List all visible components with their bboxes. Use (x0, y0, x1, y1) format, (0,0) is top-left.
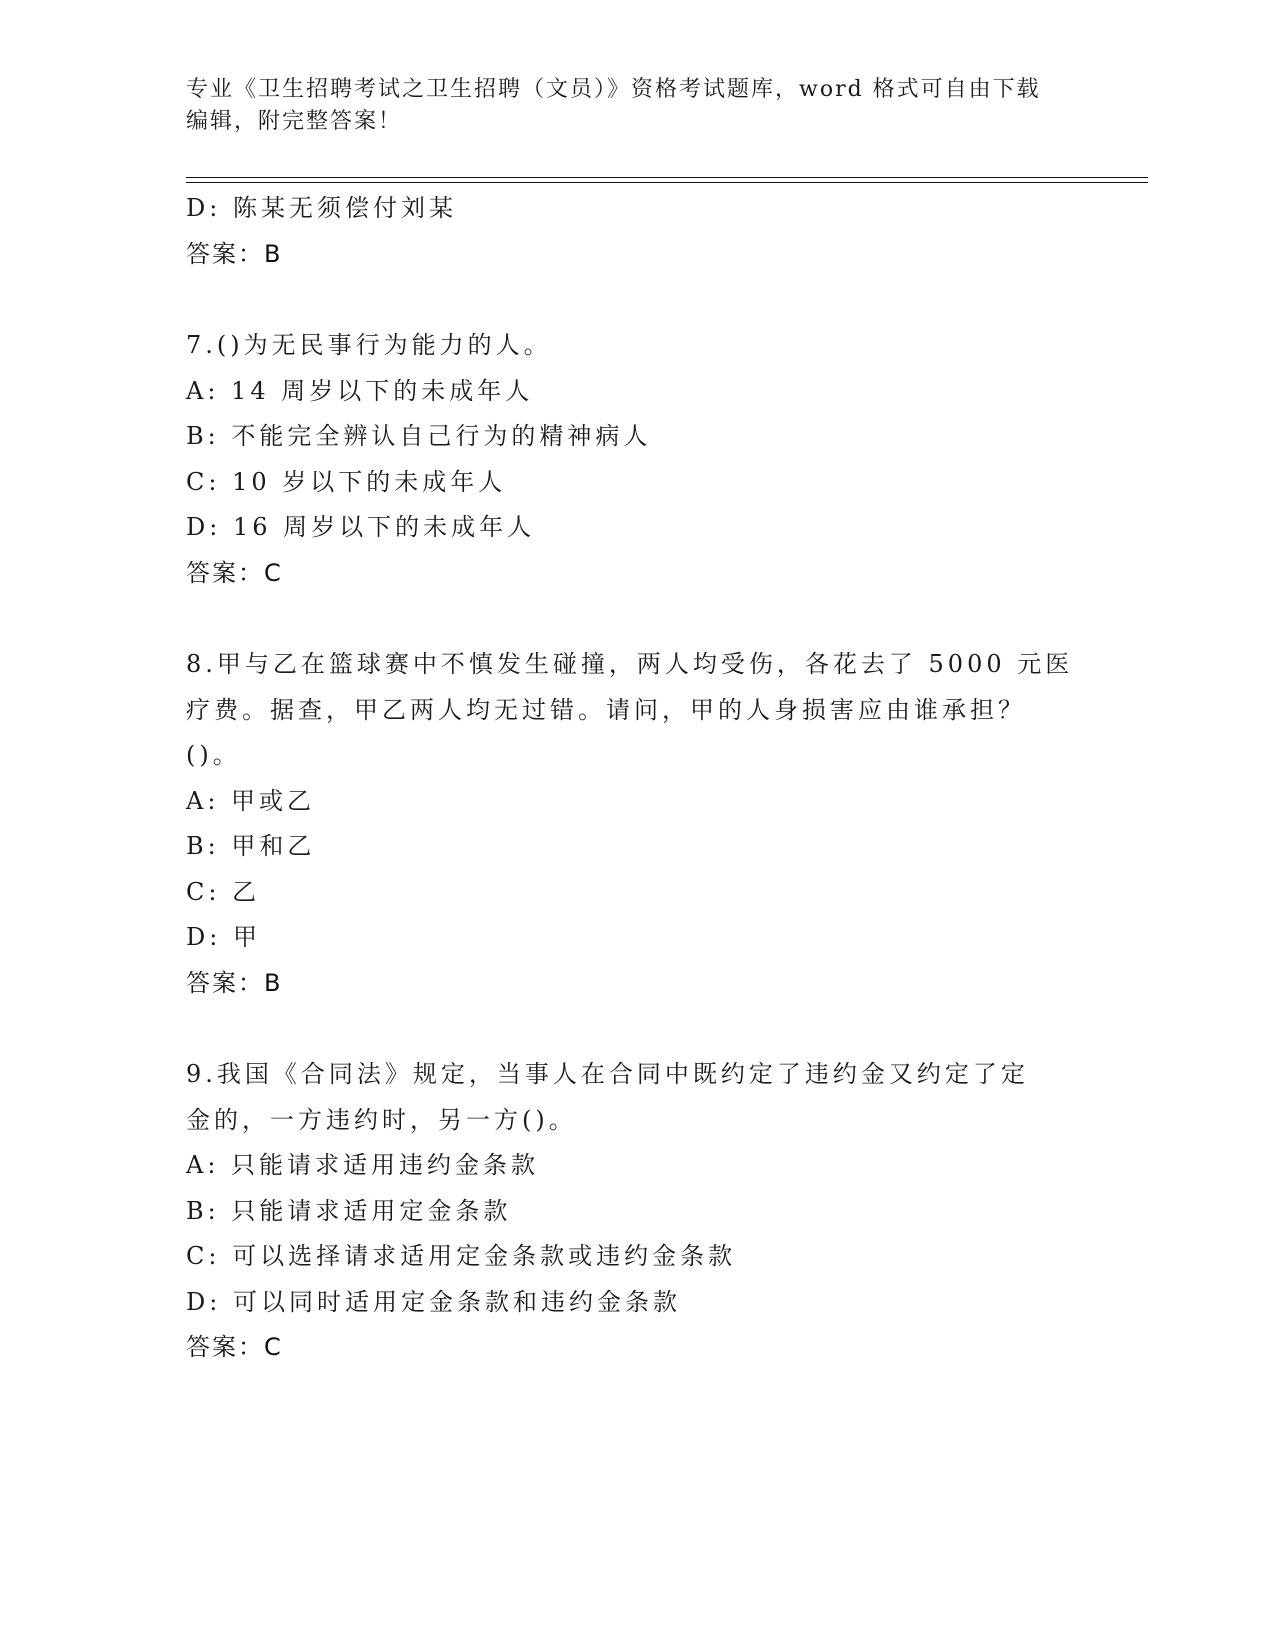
option-b: B: 甲和乙 (186, 832, 316, 860)
question-7 (186, 323, 1086, 596)
option-c: C: 10 岁以下的未成年人 (186, 467, 507, 496)
page-header (186, 74, 1066, 138)
question-stem: ()。 (186, 741, 241, 769)
question-list (186, 186, 1086, 1371)
carryover-option-d: D: 陈某无须偿付刘某 (186, 194, 457, 222)
answer: 答案：C (186, 1333, 283, 1361)
option-b: B: 只能请求适用定金条款 (186, 1196, 512, 1225)
spacer (186, 277, 1086, 323)
header-divider-bottom (186, 182, 1148, 183)
answer: 答案：C (186, 558, 283, 587)
option-d: D: 16 周岁以下的未成年人 (186, 513, 536, 541)
question-stem: 8.甲与乙在篮球赛中不慎发生碰撞，两人均受伤，各花去了 5000 元医 (186, 650, 1074, 678)
option-c: C: 可以选择请求适用定金条款或违约金条款 (186, 1242, 737, 1270)
question-8 (186, 642, 1086, 1006)
spacer (186, 1006, 1086, 1052)
option-c: C: 乙 (186, 877, 261, 906)
header-divider-top (186, 177, 1148, 178)
answer: 答案：B (186, 968, 283, 997)
spacer (186, 596, 1086, 642)
question-stem: 7.()为无民事行为能力的人。 (186, 331, 552, 359)
option-a: A: 14 周岁以下的未成年人 (186, 376, 534, 405)
header-line-2: 编辑，附完整答案！ (186, 109, 403, 134)
option-a: A: 甲或乙 (186, 786, 316, 815)
question-stem: 9.我国《合同法》规定，当事人在合同中既约定了违约金又约定了定 (186, 1060, 1029, 1088)
option-d: D: 甲 (186, 923, 261, 951)
question-9 (186, 1052, 1086, 1371)
option-a: A: 只能请求适用违约金条款 (186, 1151, 540, 1179)
carryover-answer: 答案：B (186, 239, 283, 268)
question-stem: 金的，一方违约时，另一方()。 (186, 1105, 577, 1134)
header-line-1: 专业《卫生招聘考试之卫生招聘（文员）》资格考试题库，word 格式可自由下载 (186, 77, 1041, 102)
option-d: D: 可以同时适用定金条款和违约金条款 (186, 1287, 681, 1316)
question-stem: 疗费。据查，甲乙两人均无过错。请问，甲的人身损害应由谁承担？ (186, 695, 1026, 724)
option-b: B: 不能完全辨认自己行为的精神病人 (186, 422, 652, 450)
